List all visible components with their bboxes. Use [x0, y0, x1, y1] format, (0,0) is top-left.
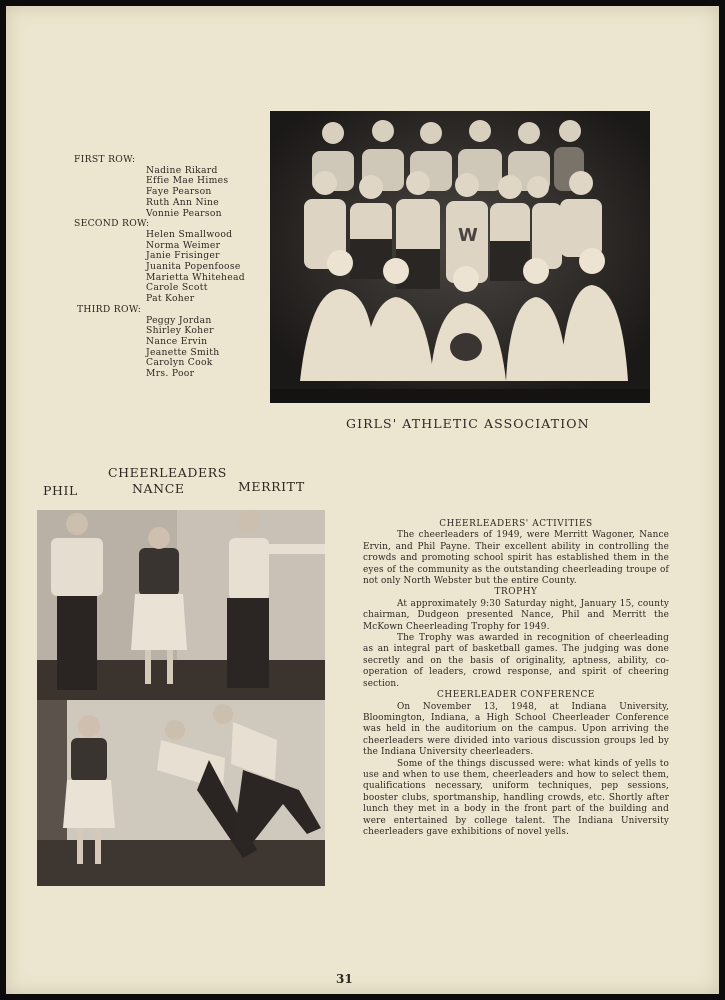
article-paragraph: At approximately 9:30 Saturday night, January 15, county chairman, Dudgeon presented Nance, Phil and Merritt the McKown Cheerleading Trophy for 1949.: [363, 598, 669, 632]
svg-text:W: W: [458, 225, 478, 246]
cheerleaders-article: [363, 519, 669, 838]
roster-name: Pat Koher: [146, 293, 195, 305]
article-heading: CHEERLEADERS' ACTIVITIES: [439, 519, 593, 529]
roster-row-label: THIRD ROW:: [77, 303, 142, 315]
roster-name: Nance Ervin: [146, 335, 208, 347]
roster-name: Janie Frisinger: [146, 250, 220, 262]
roster-name: Vonnie Pearson: [146, 207, 222, 219]
roster-name: Helen Smallwood: [146, 228, 233, 240]
roster-name: Carolyn Cook: [146, 357, 213, 369]
roster-name: Shirley Koher: [146, 325, 214, 337]
roster-name: Carole Scott: [146, 282, 208, 294]
cheerleader-name-phil: PHIL: [43, 483, 78, 498]
roster-row-label: SECOND ROW:: [74, 218, 150, 230]
roster-name: Mrs. Poor: [146, 368, 195, 380]
cheerleaders-photo-top: [37, 510, 325, 700]
cheerleader-name-merritt: MERRITT: [238, 479, 305, 494]
gaa-caption: GIRLS' ATHLETIC ASSOCIATION: [346, 416, 590, 431]
page-number: 31: [336, 972, 353, 986]
cheerleaders-title: CHEERLEADERS: [108, 465, 227, 480]
article-paragraph: The cheerleaders of 1949, were Merritt Wagoner, Nance Ervin, and Phil Payne. Their excellent ability in controlling the crowds and promoting school spirit has established them in the eyes of the community as the outstanding cheerleading troupe of not only North Webster but the entire County.: [363, 530, 669, 587]
roster-name: Effie Mae Himes: [146, 175, 229, 187]
roster-name: Nadine Rikard: [146, 164, 218, 176]
cheerleader-name-nance: NANCE: [132, 481, 185, 496]
roster-name: Faye Pearson: [146, 186, 212, 198]
article-heading: TROPHY: [494, 587, 538, 598]
article-paragraph: On November 13, 1948, at Indiana University, Bloomington, Indiana, a High School Cheerleader Conference was held in the auditorium on the campus. Upon arriving the cheerleaders were divided into various discussion groups led by the Indiana University cheerleaders.: [363, 701, 669, 758]
roster-name: Marietta Whitehead: [146, 271, 245, 283]
article-paragraph: The Trophy was awarded in recognition of cheerleading as an integral part of basketball games. The judging was done secretly and on the basis of originality, aptness, ability, co-operation of leaders, crowd response, and spirit of cheering section.: [363, 633, 669, 689]
article-paragraph: Some of the things discussed were: what kinds of yells to use and when to use them, cheerleaders and how to select them, qualifications necessary, uniform techniques, pep sessions, booster clubs, sportmanship, handling crowds, etc. Shortly after lunch they met in a body in the front part of the building and were entertained by college talent. The Indiana University cheerleaders gave exhibitions of novel yells.: [363, 758, 669, 837]
roster-name: Juanita Popenfoose: [146, 261, 241, 273]
cheerleaders-photo-bottom: [37, 700, 325, 886]
gaa-group-photo: [270, 111, 650, 403]
roster-name: Norma Weimer: [146, 239, 221, 251]
roster-name: Jeanette Smith: [146, 346, 220, 358]
roster-name: Ruth Ann Nine: [146, 196, 219, 208]
roster-name: Peggy Jordan: [146, 314, 212, 326]
article-heading: CHEERLEADER CONFERENCE: [437, 690, 595, 701]
yearbook-page: [6, 6, 719, 994]
roster-row-label: FIRST ROW:: [74, 154, 136, 165]
gaa-roster: [74, 155, 245, 380]
